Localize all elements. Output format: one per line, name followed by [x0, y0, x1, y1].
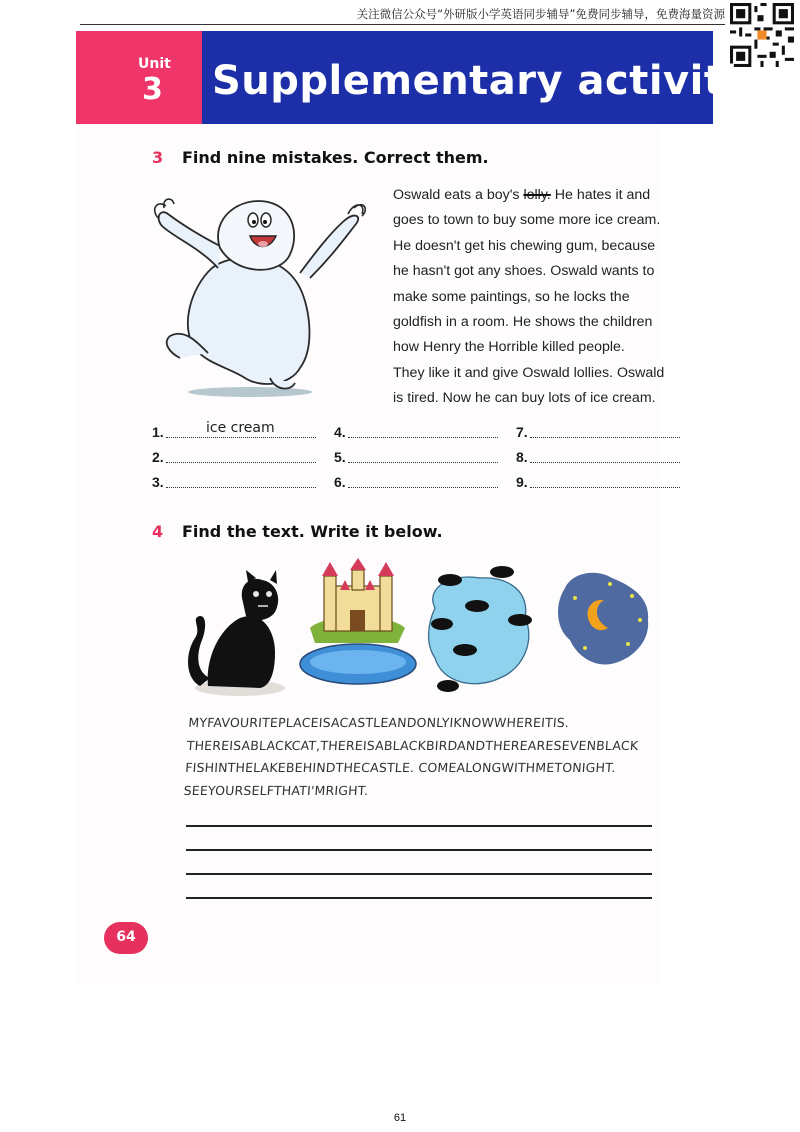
top-rule [80, 24, 725, 25]
story-line-8: They like it and give Oswald lollies. Oswald [393, 364, 665, 381]
hidden-text-line-2: THEREISABLACKCAT,THEREISABLACKBIRDANDTHEREARESEVENBLACK [186, 737, 639, 753]
black-fish-lake-illustration [429, 566, 532, 692]
struck-word: lolly. [523, 187, 551, 203]
answer-1[interactable]: 1. ice cream [152, 424, 332, 444]
answer-1-value: ice cream [206, 420, 275, 436]
ghost-oswald-illustration [150, 178, 370, 400]
exercise-4-title: Find the text. Write it below. [182, 522, 443, 541]
answer-4[interactable]: 4. [334, 424, 514, 444]
answer-2[interactable]: 2. [152, 449, 332, 469]
exercise-4-pictures [180, 558, 660, 703]
exercise-4-number: 4 [152, 522, 164, 541]
top-note: 关注微信公众号“外研版小学英语同步辅导”免费同步辅导，免费海量资源 [356, 7, 725, 21]
writing-line-3[interactable] [186, 873, 652, 875]
story-line-2: goes to town to buy some more ice cream. [393, 212, 661, 229]
unit-label: Unit [138, 56, 171, 72]
answer-9[interactable]: 9. [516, 474, 696, 494]
answer-7[interactable]: 7. [516, 424, 696, 444]
page-title: Supplementary activities [212, 58, 790, 104]
page-number-badge: 64 [104, 922, 148, 954]
black-cat-illustration [188, 570, 285, 696]
unit-number: 3 [142, 72, 163, 107]
story-line-4: he hasn't got any shoes. Oswald wants to [393, 263, 655, 280]
exercise-3-title: Find nine mistakes. Correct them. [182, 148, 489, 167]
writing-line-1[interactable] [186, 825, 652, 827]
unit-badge [76, 31, 202, 124]
story-line-9: is tired. Now he can buy lots of ice cream. [393, 390, 656, 407]
story-line-1: Oswald eats a boy's lolly. He hates it and [393, 187, 651, 203]
story-line-7: how Henry the Horrible killed people. [393, 339, 625, 356]
hidden-text-line-4: SEEYOURSELFTHATI'MRIGHT. [183, 782, 369, 798]
answer-8[interactable]: 8. [516, 449, 696, 469]
hidden-text-line-1: MYFAVOURITEPLACEISACASTLEANDONLYIKNOWWHEREITIS. [187, 715, 570, 730]
footer-page-number: 61 [393, 1112, 407, 1124]
story-line-6: goldfish in a room. He shows the children [393, 314, 653, 331]
night-sky-moon-illustration [558, 573, 648, 665]
hidden-text-block [183, 712, 659, 802]
exercise-3-number: 3 [152, 148, 164, 167]
story-line-5: make some paintings, so he locks the [393, 288, 630, 305]
writing-line-2[interactable] [186, 849, 652, 851]
writing-line-4[interactable] [186, 897, 652, 899]
castle-lake-illustration [300, 558, 416, 684]
story-text [393, 183, 693, 412]
answer-5[interactable]: 5. [334, 449, 514, 469]
story-line-3: He doesn't get his chewing gum, because [393, 237, 656, 254]
answer-3[interactable]: 3. [152, 474, 332, 494]
hidden-text-line-3: FISHINTHELAKEBEHINDTHECASTLE. COMEALONGWITHMETONIGHT. [184, 760, 617, 775]
answer-6[interactable]: 6. [334, 474, 514, 494]
